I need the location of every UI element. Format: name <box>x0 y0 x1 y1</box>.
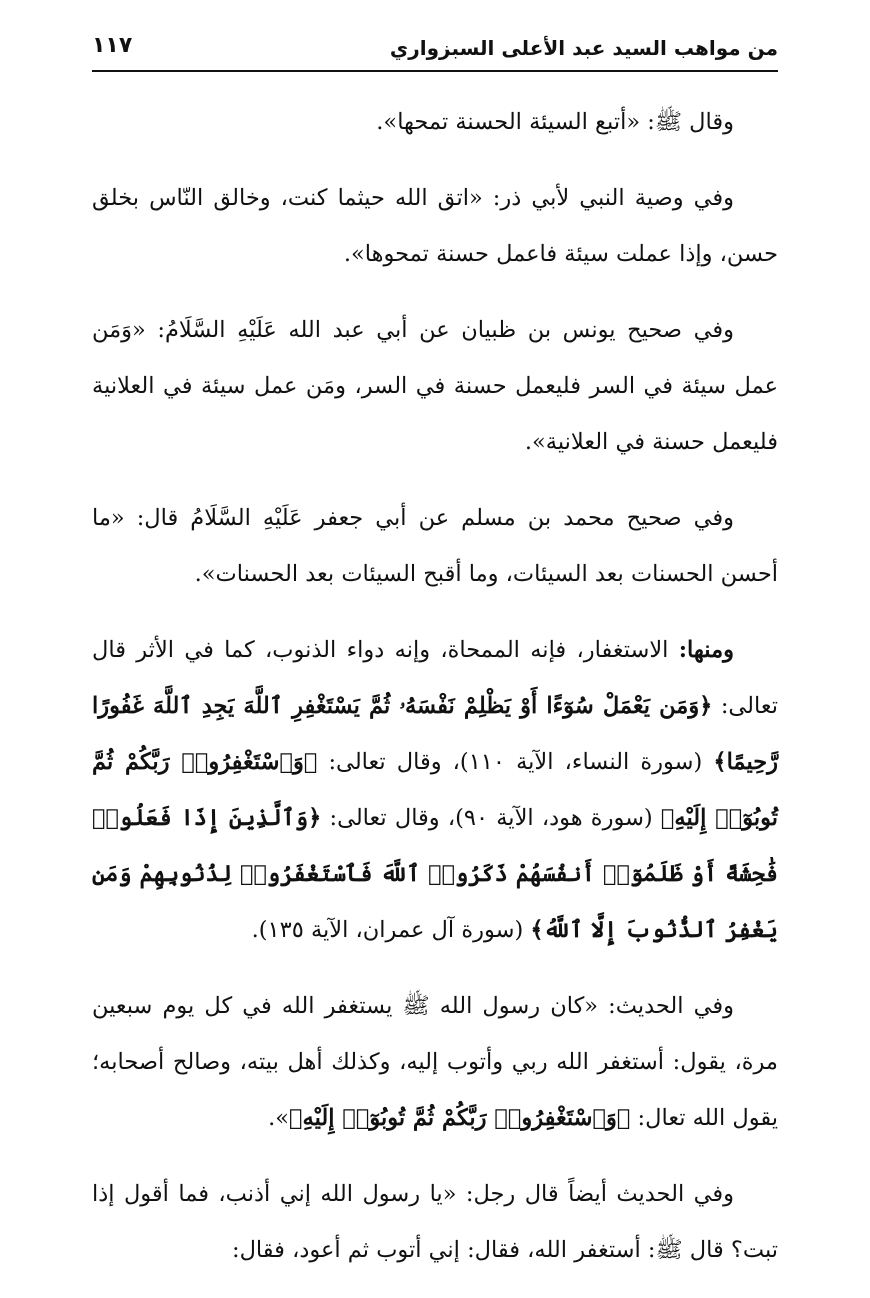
quran-verse: ﴿وَٱسْتَغْفِرُوا۟ رَبَّكُمْ ثُمَّ تُوبُوٓا۟ إِلَيْهِ﴾ <box>289 1105 631 1131</box>
quran-verse: ﴿وَمَن يَعْمَلْ سُوٓءًا أَوْ يَظْلِمْ نَفْسَهُۥ ثُمَّ يَسْتَغْفِرِ ٱللَّهَ يَجِدِ ٱللَّهَ غَفُورًا رَّحِيمًا﴾ <box>92 693 779 775</box>
paragraph-text: وفي صحيح محمد بن مسلم عن أبي جعفر عَلَيْهِ السَّلَامُ قال: «ما أحسن الحسنات بعد السيئات، وما أقبح السيئات بعد الحسنات». <box>92 505 778 587</box>
paragraph-text: ». <box>268 1105 290 1131</box>
page-header <box>92 28 778 72</box>
paragraph-1 <box>92 94 778 150</box>
page-body <box>92 94 778 1298</box>
paragraph-text: وفي وصية النبي لأبي ذر: «اتق الله حيثما كنت، وخالق النّاس بخلق حسن، وإذا عملت سيئة فاعمل حسنة تمحوها». <box>92 185 778 267</box>
paragraph-text: وقال ﷺ: «أتبع السيئة الحسنة تمحها». <box>376 109 734 135</box>
verse-reference: (سورة هود، الآية ٩٠)، وقال تعالى: <box>321 805 661 831</box>
verse-reference: (سورة النساء، الآية ١١٠)، وقال تعالى: <box>317 749 714 775</box>
paragraph-text: وفي الحديث: «كان رسول الله ﷺ يستغفر الله في كل يوم سبعين مرة، يقول: أستغفر الله ربي وأتوب إليه، وكذلك أهل بيته، وصالح أصحابه؛ يقول الله تعال: <box>92 993 778 1131</box>
paragraph-2 <box>92 170 778 282</box>
paragraph-text: وفي الحديث أيضاً قال رجل: «يا رسول الله إني أذنب، فما أقول إذا تبت؟ قال ﷺ: أستغفر الله، فقال: إني أتوب ثم أعود، فقال: <box>92 1181 778 1263</box>
paragraph-5 <box>92 622 778 958</box>
paragraph-text: وفي صحيح يونس بن ظبيان عن أبي عبد الله عَلَيْهِ السَّلَامُ: «وَمَن عمل سيئة في السر فليعمل حسنة في السر، ومَن عمل سيئة في العلانية فليعمل حسنة في العلانية». <box>92 317 778 455</box>
quran-verse: ﴿وَٱسْتَغْفِرُوا۟ رَبَّكُمْ ثُمَّ تُوبُوٓا۟ إِلَيْهِ﴾ <box>92 749 778 831</box>
paragraph-lead: ومنها: <box>678 637 734 663</box>
paragraph-7 <box>92 1166 778 1278</box>
paragraph-4 <box>92 490 778 602</box>
paragraph-3 <box>92 302 778 470</box>
verse-reference: (سورة آل عمران، الآية ١٣٥). <box>251 917 531 943</box>
page-number: ١١٧ <box>92 33 133 58</box>
running-title: من مواهب السيد عبد الأعلى السبزواري <box>389 36 778 60</box>
paragraph-6 <box>92 978 778 1146</box>
quran-verse: ﴿وَٱلَّذِينَ إِذَا فَعَلُوا۟ فَٰحِشَةً أَوْ ظَلَمُوٓا۟ أَنفُسَهُمْ ذَكَرُوا۟ ٱللَّهَ فَٱسْتَغْفَرُوا۟ لِذُنُوبِهِمْ وَمَن يَغْفِرُ ٱلذُّنُوبَ إِلَّا ٱللَّهُ﴾ <box>92 805 778 943</box>
paragraph-text: الاستغفار، فإنه الممحاة، وإنه دواء الذنوب، كما في الأثر قال تعالى: <box>92 637 778 719</box>
